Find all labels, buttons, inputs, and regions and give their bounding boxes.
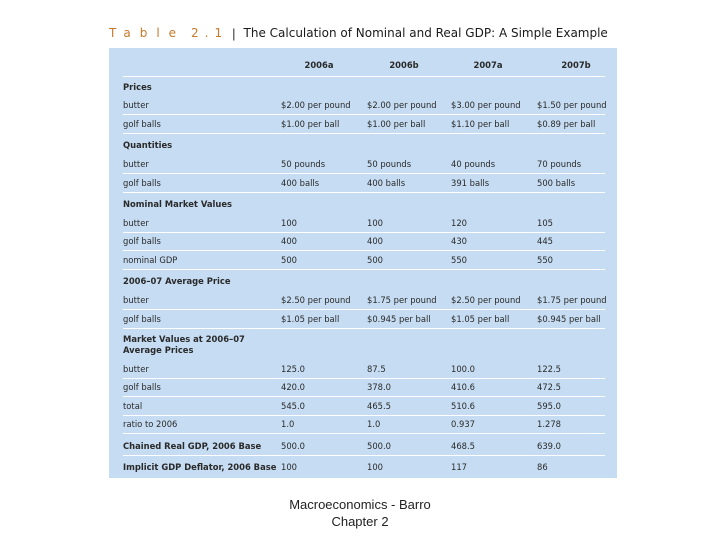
table-cell: 1.0: [281, 419, 295, 429]
row-label: nominal GDP: [123, 254, 178, 265]
column-header: 2007b: [561, 60, 591, 70]
table-cell: 400 balls: [367, 177, 406, 188]
slide-footer: [0, 496, 720, 530]
table-cell: 500: [367, 254, 383, 265]
row-label: butter: [123, 294, 149, 305]
table-cell: $1.75 per pound: [367, 294, 437, 305]
column-header: 2006a: [304, 60, 334, 70]
footer-line: Macroeconomics - Barro: [289, 497, 431, 512]
table-caption: [109, 24, 619, 42]
table-cell: 100: [367, 461, 383, 472]
table-cell: 100: [281, 217, 297, 228]
table-cell: 445: [537, 236, 553, 246]
table-number: 2.1: [191, 26, 229, 40]
table-cell: 639.0: [537, 440, 561, 451]
footer-line: Chapter 2: [331, 514, 389, 529]
section-average-price: [123, 272, 605, 290]
table-row: [123, 309, 605, 329]
table-cell: 468.5: [451, 440, 475, 451]
section-quantities: [123, 136, 605, 154]
table-cell: $2.00 per pound: [281, 100, 351, 110]
table-row: [123, 436, 605, 456]
section-prices: [123, 78, 605, 96]
table-row: [123, 360, 605, 379]
table-header-row: [123, 54, 605, 77]
table-label: Table: [109, 26, 186, 40]
table-cell: 550: [451, 254, 467, 265]
table-cell: 1.278: [537, 419, 561, 429]
table-cell: 50 pounds: [367, 158, 412, 169]
table-title: The Calculation of Nominal and Real GDP: A Simple Example: [243, 26, 608, 40]
table-cell: $1.75 per pound: [537, 294, 607, 305]
table-cell: 86: [537, 461, 548, 472]
table-cell: $0.945 per ball: [367, 313, 431, 324]
table-cell: 400 balls: [281, 177, 320, 188]
table-cell: $1.10 per ball: [451, 118, 510, 129]
table-row: [123, 154, 605, 174]
section-title-line: Average Prices: [123, 345, 194, 355]
row-label: butter: [123, 158, 149, 169]
section-nominal-market-values: [123, 195, 605, 213]
table-cell: 500: [281, 254, 297, 265]
table-row: [123, 415, 605, 434]
table-cell: 400: [281, 236, 297, 246]
table-cell: 1.0: [367, 419, 381, 429]
section-title: Quantities: [123, 140, 173, 150]
table-cell: 87.5: [367, 364, 386, 374]
row-label: golf balls: [123, 313, 161, 324]
row-label: golf balls: [123, 236, 161, 246]
table-cell: 378.0: [367, 382, 391, 392]
table-row: [123, 250, 605, 270]
section-title: Prices: [123, 82, 152, 92]
table-cell: $0.89 per ball: [537, 118, 596, 129]
row-label: Chained Real GDP, 2006 Base: [123, 440, 262, 451]
section-title: [123, 333, 245, 357]
table-cell: $1.00 per ball: [281, 118, 340, 129]
table-row: [123, 378, 605, 397]
table-cell: 122.5: [537, 364, 561, 374]
table-cell: 100: [281, 461, 297, 472]
section-title: 2006–07 Average Price: [123, 276, 231, 286]
row-label: butter: [123, 100, 149, 110]
table-cell: 465.5: [367, 400, 391, 411]
table-cell: 410.6: [451, 382, 475, 392]
table-row: [123, 213, 605, 233]
column-header: 2007a: [473, 60, 503, 70]
title-separator: |: [232, 25, 236, 41]
table-row: [123, 396, 605, 416]
gdp-table: [109, 48, 617, 478]
table-row: [123, 457, 605, 476]
section-title-line: Market Values at 2006–07: [123, 334, 245, 344]
table-cell: $2.00 per pound: [367, 100, 437, 110]
table-cell: 391 balls: [451, 177, 490, 188]
table-cell: 100: [367, 217, 383, 228]
table-cell: 400: [367, 236, 383, 246]
row-label: butter: [123, 217, 149, 228]
table-cell: 70 pounds: [537, 158, 582, 169]
table-cell: 0.937: [451, 419, 475, 429]
table-cell: $1.00 per ball: [367, 118, 426, 129]
table-cell: 125.0: [281, 364, 305, 374]
section-market-values: [123, 333, 605, 357]
row-label: Implicit GDP Deflator, 2006 Base: [123, 461, 277, 472]
row-label: golf balls: [123, 177, 161, 188]
table-row: [123, 96, 605, 115]
table-cell: 40 pounds: [451, 158, 496, 169]
row-label: total: [123, 400, 143, 411]
row-label: ratio to 2006: [123, 419, 178, 429]
table-cell: 50 pounds: [281, 158, 326, 169]
row-label: butter: [123, 364, 149, 374]
table-row: [123, 290, 605, 310]
table-cell: $2.50 per pound: [281, 294, 351, 305]
table-cell: 550: [537, 254, 553, 265]
table-cell: 120: [451, 217, 467, 228]
table-cell: 545.0: [281, 400, 305, 411]
table-cell: 430: [451, 236, 467, 246]
table-cell: 100.0: [451, 364, 475, 374]
table-cell: 500.0: [281, 440, 305, 451]
table-cell: $2.50 per pound: [451, 294, 521, 305]
table-row: [123, 114, 605, 134]
table-cell: $1.05 per ball: [451, 313, 510, 324]
table-row: [123, 173, 605, 193]
row-label: golf balls: [123, 118, 161, 129]
section-title: Nominal Market Values: [123, 199, 232, 209]
table-cell: 500.0: [367, 440, 391, 451]
row-label: golf balls: [123, 382, 161, 392]
table-cell: $0.945 per ball: [537, 313, 601, 324]
table-cell: $1.50 per pound: [537, 100, 607, 110]
table-cell: 472.5: [537, 382, 561, 392]
table-cell: 105: [537, 217, 553, 228]
table-cell: $3.00 per pound: [451, 100, 521, 110]
table-cell: 595.0: [537, 400, 561, 411]
table-cell: 510.6: [451, 400, 475, 411]
table-cell: 117: [451, 461, 467, 472]
column-header: 2006b: [389, 60, 419, 70]
table-row: [123, 232, 605, 251]
table-cell: 500 balls: [537, 177, 576, 188]
table-cell: 420.0: [281, 382, 305, 392]
table-cell: $1.05 per ball: [281, 313, 340, 324]
